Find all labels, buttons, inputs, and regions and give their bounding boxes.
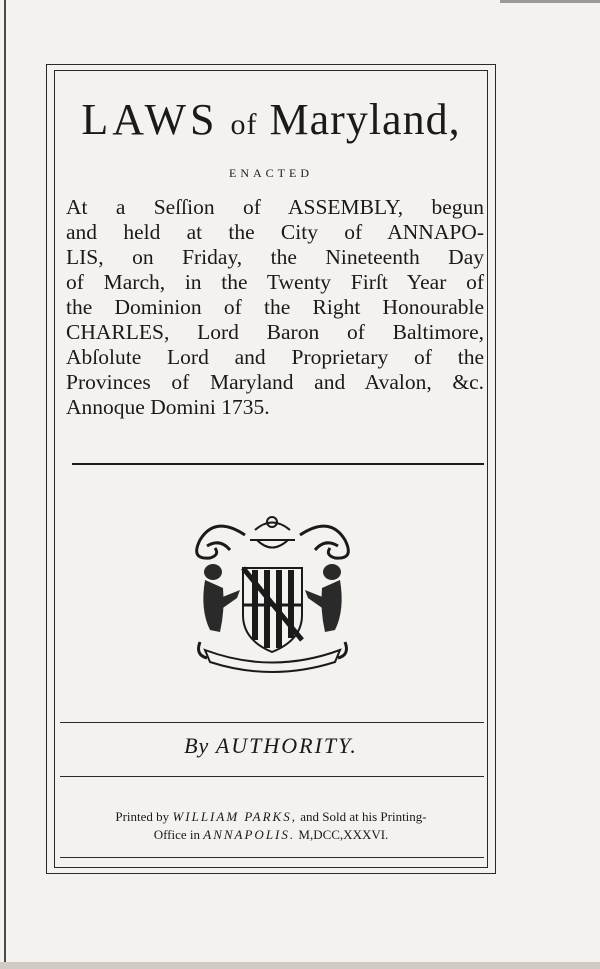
title-maryland: Maryland, bbox=[269, 95, 461, 144]
imprint-sold: and Sold at his Printing- bbox=[300, 809, 427, 824]
body-line: LIS, on Friday, the Nineteenth Day bbox=[66, 245, 484, 269]
body-line: CHARLES, Lord Baron of Baltimore, bbox=[66, 320, 484, 344]
page-edge-top bbox=[500, 0, 600, 3]
authority-by: By bbox=[184, 733, 210, 758]
body-line: Provinces of Maryland and Avalon, &c. bbox=[66, 370, 484, 394]
body-line: Annoque Domini 1735. bbox=[66, 395, 270, 419]
coat-of-arms-icon bbox=[185, 510, 360, 680]
title-laws: LAWS bbox=[81, 95, 219, 144]
page-edge-bottom bbox=[0, 962, 600, 969]
imprint-date: M,DCC,XXXVI. bbox=[298, 827, 389, 842]
authority-word: AUTHORITY. bbox=[215, 733, 358, 758]
divider-rule bbox=[60, 857, 484, 858]
imprint-line-2 bbox=[58, 826, 484, 844]
imprint-office: Office in bbox=[153, 827, 201, 842]
imprint-city: ANNAPOLIS. bbox=[203, 827, 296, 842]
divider-rule bbox=[60, 776, 484, 777]
session-description bbox=[66, 195, 484, 420]
divider-rule bbox=[72, 463, 484, 465]
authority-line bbox=[54, 733, 488, 759]
page-title bbox=[54, 95, 488, 150]
body-line: and held at the City of ANNAPO- bbox=[66, 220, 484, 244]
body-line: At a Seſſion of ASSEMBLY, begun bbox=[66, 195, 484, 219]
enacted-label: ENACTED bbox=[229, 166, 313, 180]
body-line: of March, in the Twenty Firſt Year of bbox=[66, 270, 484, 294]
body-line: Abſolute Lord and Proprietary of the bbox=[66, 345, 484, 369]
printer-imprint bbox=[58, 808, 484, 844]
imprint-line-1 bbox=[58, 808, 484, 826]
title-of: of bbox=[230, 108, 258, 141]
body-line: the Dominion of the Right Honourable bbox=[66, 295, 484, 319]
imprint-printed-by: Printed by bbox=[115, 809, 170, 824]
imprint-printer: WILLIAM PARKS, bbox=[172, 809, 297, 824]
divider-rule bbox=[60, 722, 484, 723]
page-edge-left bbox=[4, 0, 6, 969]
